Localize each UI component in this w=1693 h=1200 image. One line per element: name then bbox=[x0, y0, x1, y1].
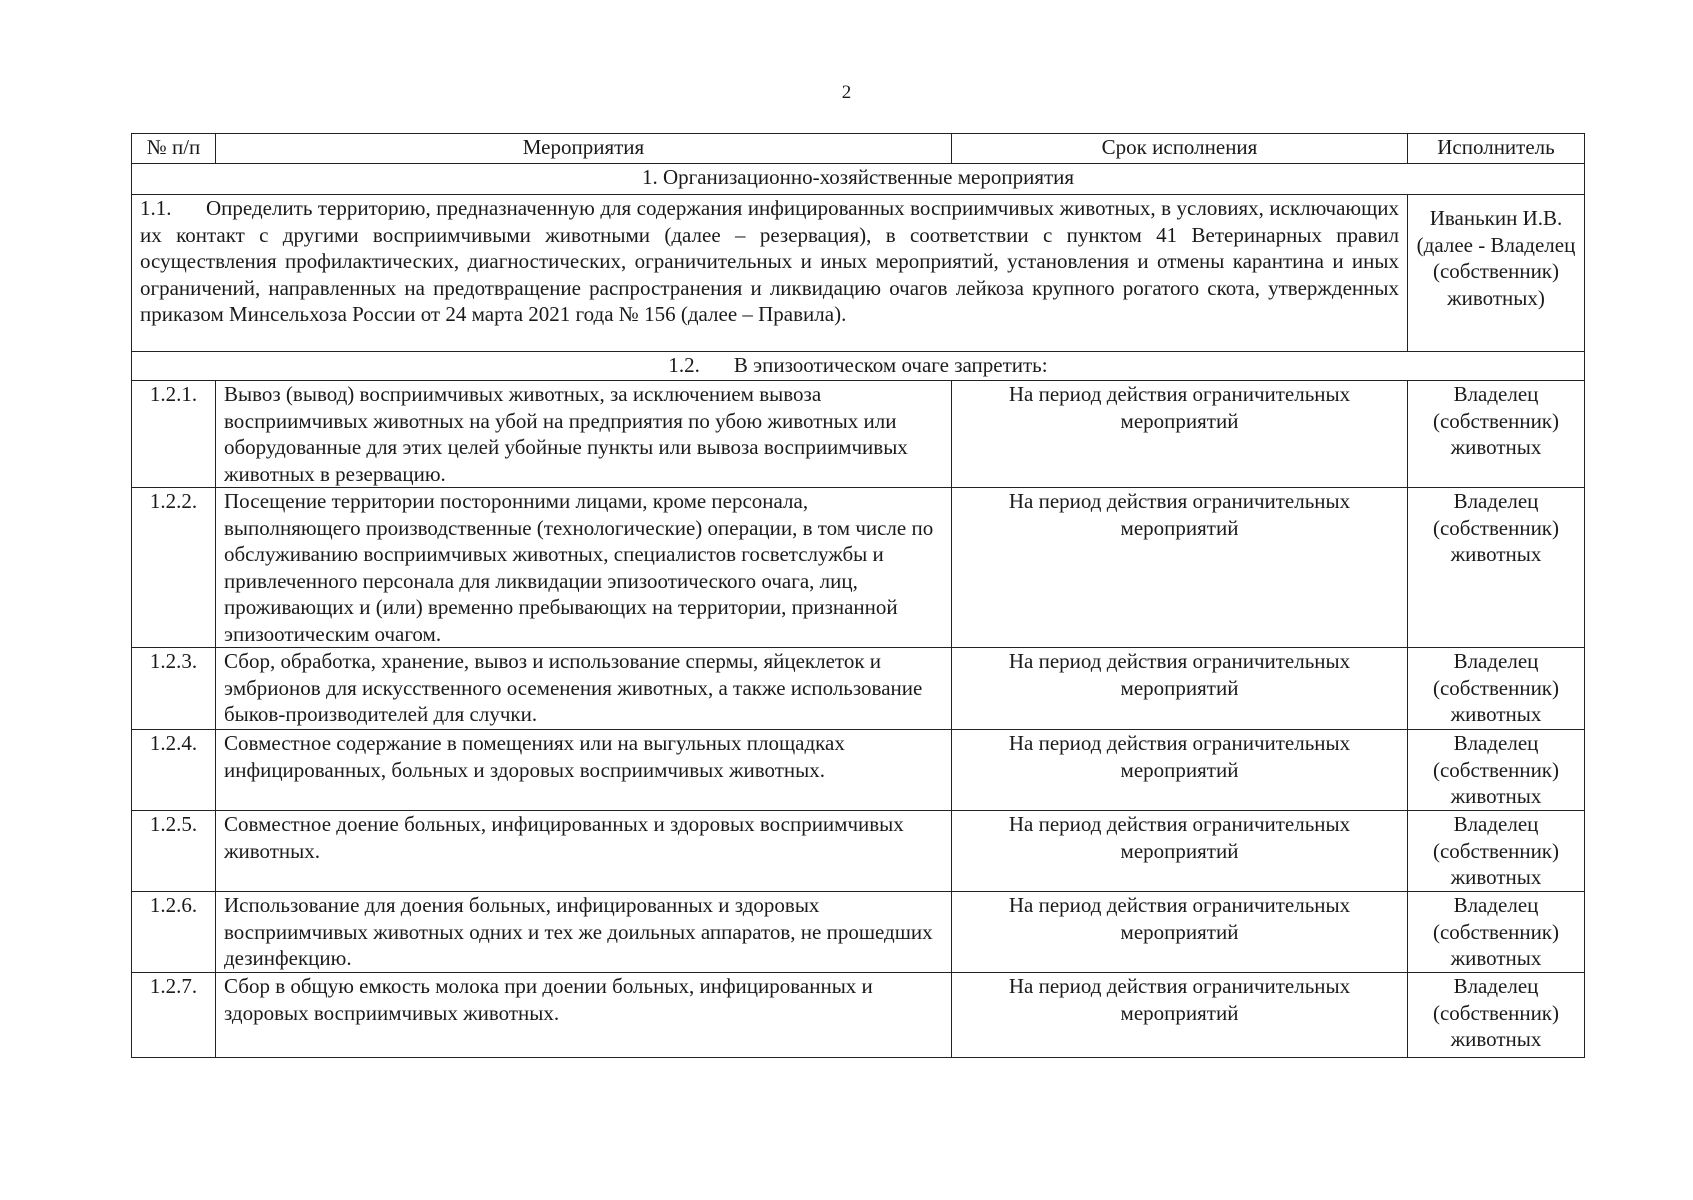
item-1-1-cell bbox=[132, 195, 1408, 352]
table-row bbox=[132, 811, 1585, 892]
table-row bbox=[132, 892, 1585, 973]
row-executor: Владелец (собственник) животных bbox=[1408, 973, 1585, 1058]
item-1-1-text-block bbox=[140, 195, 1399, 328]
item-row-1-1 bbox=[132, 195, 1585, 352]
header-event: Мероприятия bbox=[216, 134, 952, 164]
subsection-title: В эпизоотическом очаге запретить: bbox=[733, 353, 1048, 377]
row-event: Вывоз (вывод) восприимчивых животных, за исключением вывоза восприимчивых животных на убой на предприятия по убою животных или оборудованные для этих целей убойные пункты или вывоза восприимчивых животных в резервацию. bbox=[216, 381, 952, 488]
row-number: 1.2.4. bbox=[132, 730, 216, 811]
header-num: № п/п bbox=[132, 134, 216, 164]
subsection-1-2 bbox=[132, 352, 1585, 381]
row-number: 1.2.3. bbox=[132, 648, 216, 730]
row-deadline: На период действия ограничительных мероприятий bbox=[952, 488, 1408, 648]
row-number: 1.2.6. bbox=[132, 892, 216, 973]
row-deadline: На период действия ограничительных мероприятий bbox=[952, 892, 1408, 973]
section-title: 1. Организационно-хозяйственные мероприятия bbox=[132, 164, 1585, 195]
row-event: Совместное содержание в помещениях или на выгульных площадках инфицированных, больных и здоровых восприимчивых животных. bbox=[216, 730, 952, 811]
table-row bbox=[132, 973, 1585, 1058]
row-number: 1.2.2. bbox=[132, 488, 216, 648]
row-number: 1.2.5. bbox=[132, 811, 216, 892]
row-event: Совместное доение больных, инфицированных и здоровых восприимчивых животных. bbox=[216, 811, 952, 892]
item-1-1-text: Определить территорию, предназначенную для содержания инфицированных восприимчивых животных, в условиях, исключающих их контакт с другими восприимчивыми животными (далее – резервация), в соответствии с пунктом 41 Ветеринарных правил осуществления профилактических, диагностических, ограничительных и иных мероприятий, установления и отмены карантина и иных ограничений, направленных на предотвращение распространения и ликвидацию очагов лейкоза крупного рогатого скота, утвержденных приказом Минсельхоза России от 24 марта 2021 года № 156 (далее – Правила). bbox=[140, 196, 1399, 326]
header-deadline: Срок исполнения bbox=[952, 134, 1408, 164]
item-1-1-number: 1.1. bbox=[140, 196, 172, 220]
item-1-1-executor: Иванькин И.В. (далее - Владелец (собственник) животных) bbox=[1408, 195, 1585, 352]
row-number: 1.2.1. bbox=[132, 381, 216, 488]
row-deadline: На период действия ограничительных мероприятий bbox=[952, 648, 1408, 730]
section-row bbox=[132, 164, 1585, 195]
subsection-number: 1.2. bbox=[668, 353, 700, 377]
row-executor: Владелец (собственник) животных bbox=[1408, 648, 1585, 730]
row-event: Посещение территории посторонними лицами, кроме персонала, выполняющего производственные (технологические) операции, в том числе по обслуживанию восприимчивых животных, специалистов госветслужбы и привлеченного персонала для ликвидации эпизоотического очага, лиц, проживающих и (или) временно пребывающих на территории, признанной эпизоотическим очагом. bbox=[216, 488, 952, 648]
table-header-row bbox=[132, 134, 1585, 164]
row-executor: Владелец (собственник) животных bbox=[1408, 381, 1585, 488]
header-executor: Исполнитель bbox=[1408, 134, 1585, 164]
page-number: 2 bbox=[841, 82, 852, 103]
table-row bbox=[132, 648, 1585, 730]
table-row bbox=[132, 381, 1585, 488]
row-event: Использование для доения больных, инфицированных и здоровых восприимчивых животных одних и тех же доильных аппаратов, не прошедших дезинфекцию. bbox=[216, 892, 952, 973]
row-executor: Владелец (собственник) животных bbox=[1408, 892, 1585, 973]
row-deadline: На период действия ограничительных мероприятий bbox=[952, 381, 1408, 488]
row-event: Сбор, обработка, хранение, вывоз и использование спермы, яйцеклеток и эмбрионов для искусственного осеменения животных, а также использование быков-производителей для случки. bbox=[216, 648, 952, 730]
table-row bbox=[132, 730, 1585, 811]
measures-table bbox=[131, 133, 1585, 1058]
row-executor: Владелец (собственник) животных bbox=[1408, 730, 1585, 811]
row-executor: Владелец (собственник) животных bbox=[1408, 811, 1585, 892]
row-deadline: На период действия ограничительных мероприятий bbox=[952, 730, 1408, 811]
subsection-row bbox=[132, 352, 1585, 381]
row-executor: Владелец (собственник) животных bbox=[1408, 488, 1585, 648]
row-event: Сбор в общую емкость молока при доении больных, инфицированных и здоровых восприимчивых животных. bbox=[216, 973, 952, 1058]
row-number: 1.2.7. bbox=[132, 973, 216, 1058]
row-deadline: На период действия ограничительных мероприятий bbox=[952, 811, 1408, 892]
table-row bbox=[132, 488, 1585, 648]
row-deadline: На период действия ограничительных мероприятий bbox=[952, 973, 1408, 1058]
